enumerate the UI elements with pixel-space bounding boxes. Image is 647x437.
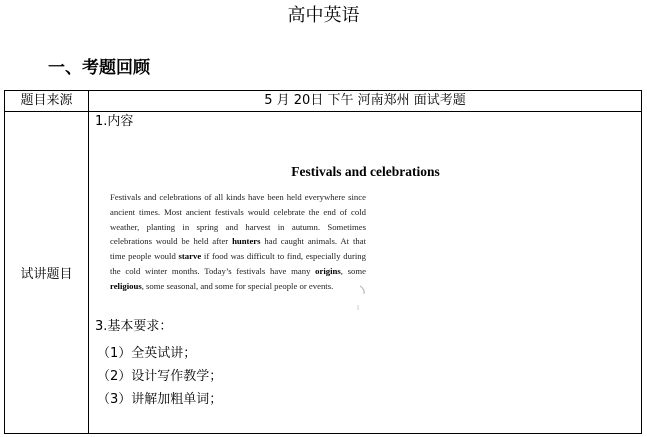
source-value: 5 月 20日 下午 河南郑州 面试考题	[89, 91, 642, 112]
source-label: 题目来源	[5, 91, 89, 112]
requirement-item: （3）讲解加粗单词；	[97, 392, 223, 407]
passage-segment: if food was difficult to find, especially during the cold winter months. Today’s festivals have many	[110, 251, 366, 276]
passage-segment: , some	[340, 265, 366, 276]
passage-title: Festivals and celebrations	[291, 164, 440, 179]
passage-paragraph	[110, 190, 366, 294]
passage-text	[110, 190, 366, 294]
topic-row	[5, 112, 642, 434]
section-heading: 一、考题回顾	[48, 58, 150, 78]
scan-mark-decoration	[356, 283, 370, 313]
exam-info-table	[4, 90, 642, 434]
passage-segment: Festivals and celebrations of all kinds have been held everywhere since ancient times. Most ancient festivals would celebrate the end of cold weather, planting in spring and harvest in autumn. Sometimes celebrations would be held after	[110, 192, 366, 247]
requirements-list	[97, 342, 222, 411]
bold-keyword: starve	[178, 251, 202, 262]
requirements-heading: 3.基本要求：	[95, 319, 173, 334]
bold-keyword: origins	[315, 265, 341, 276]
passage-segment: had caught animals. At that time people would	[110, 236, 366, 262]
bold-keyword: religious	[110, 280, 142, 291]
content-label: 1.内容	[95, 114, 134, 129]
requirement-item: （2）设计写作教学；	[97, 369, 223, 384]
bold-keyword: hunters	[232, 236, 261, 247]
source-row	[5, 91, 642, 112]
topic-label: 试讲题目	[5, 112, 89, 434]
requirement-item: （1）全英试讲；	[97, 346, 197, 361]
topic-content-cell	[89, 112, 642, 434]
document-title: 高中英语	[287, 5, 360, 26]
passage-segment: , some seasonal, and some for special people or events.	[141, 280, 334, 291]
